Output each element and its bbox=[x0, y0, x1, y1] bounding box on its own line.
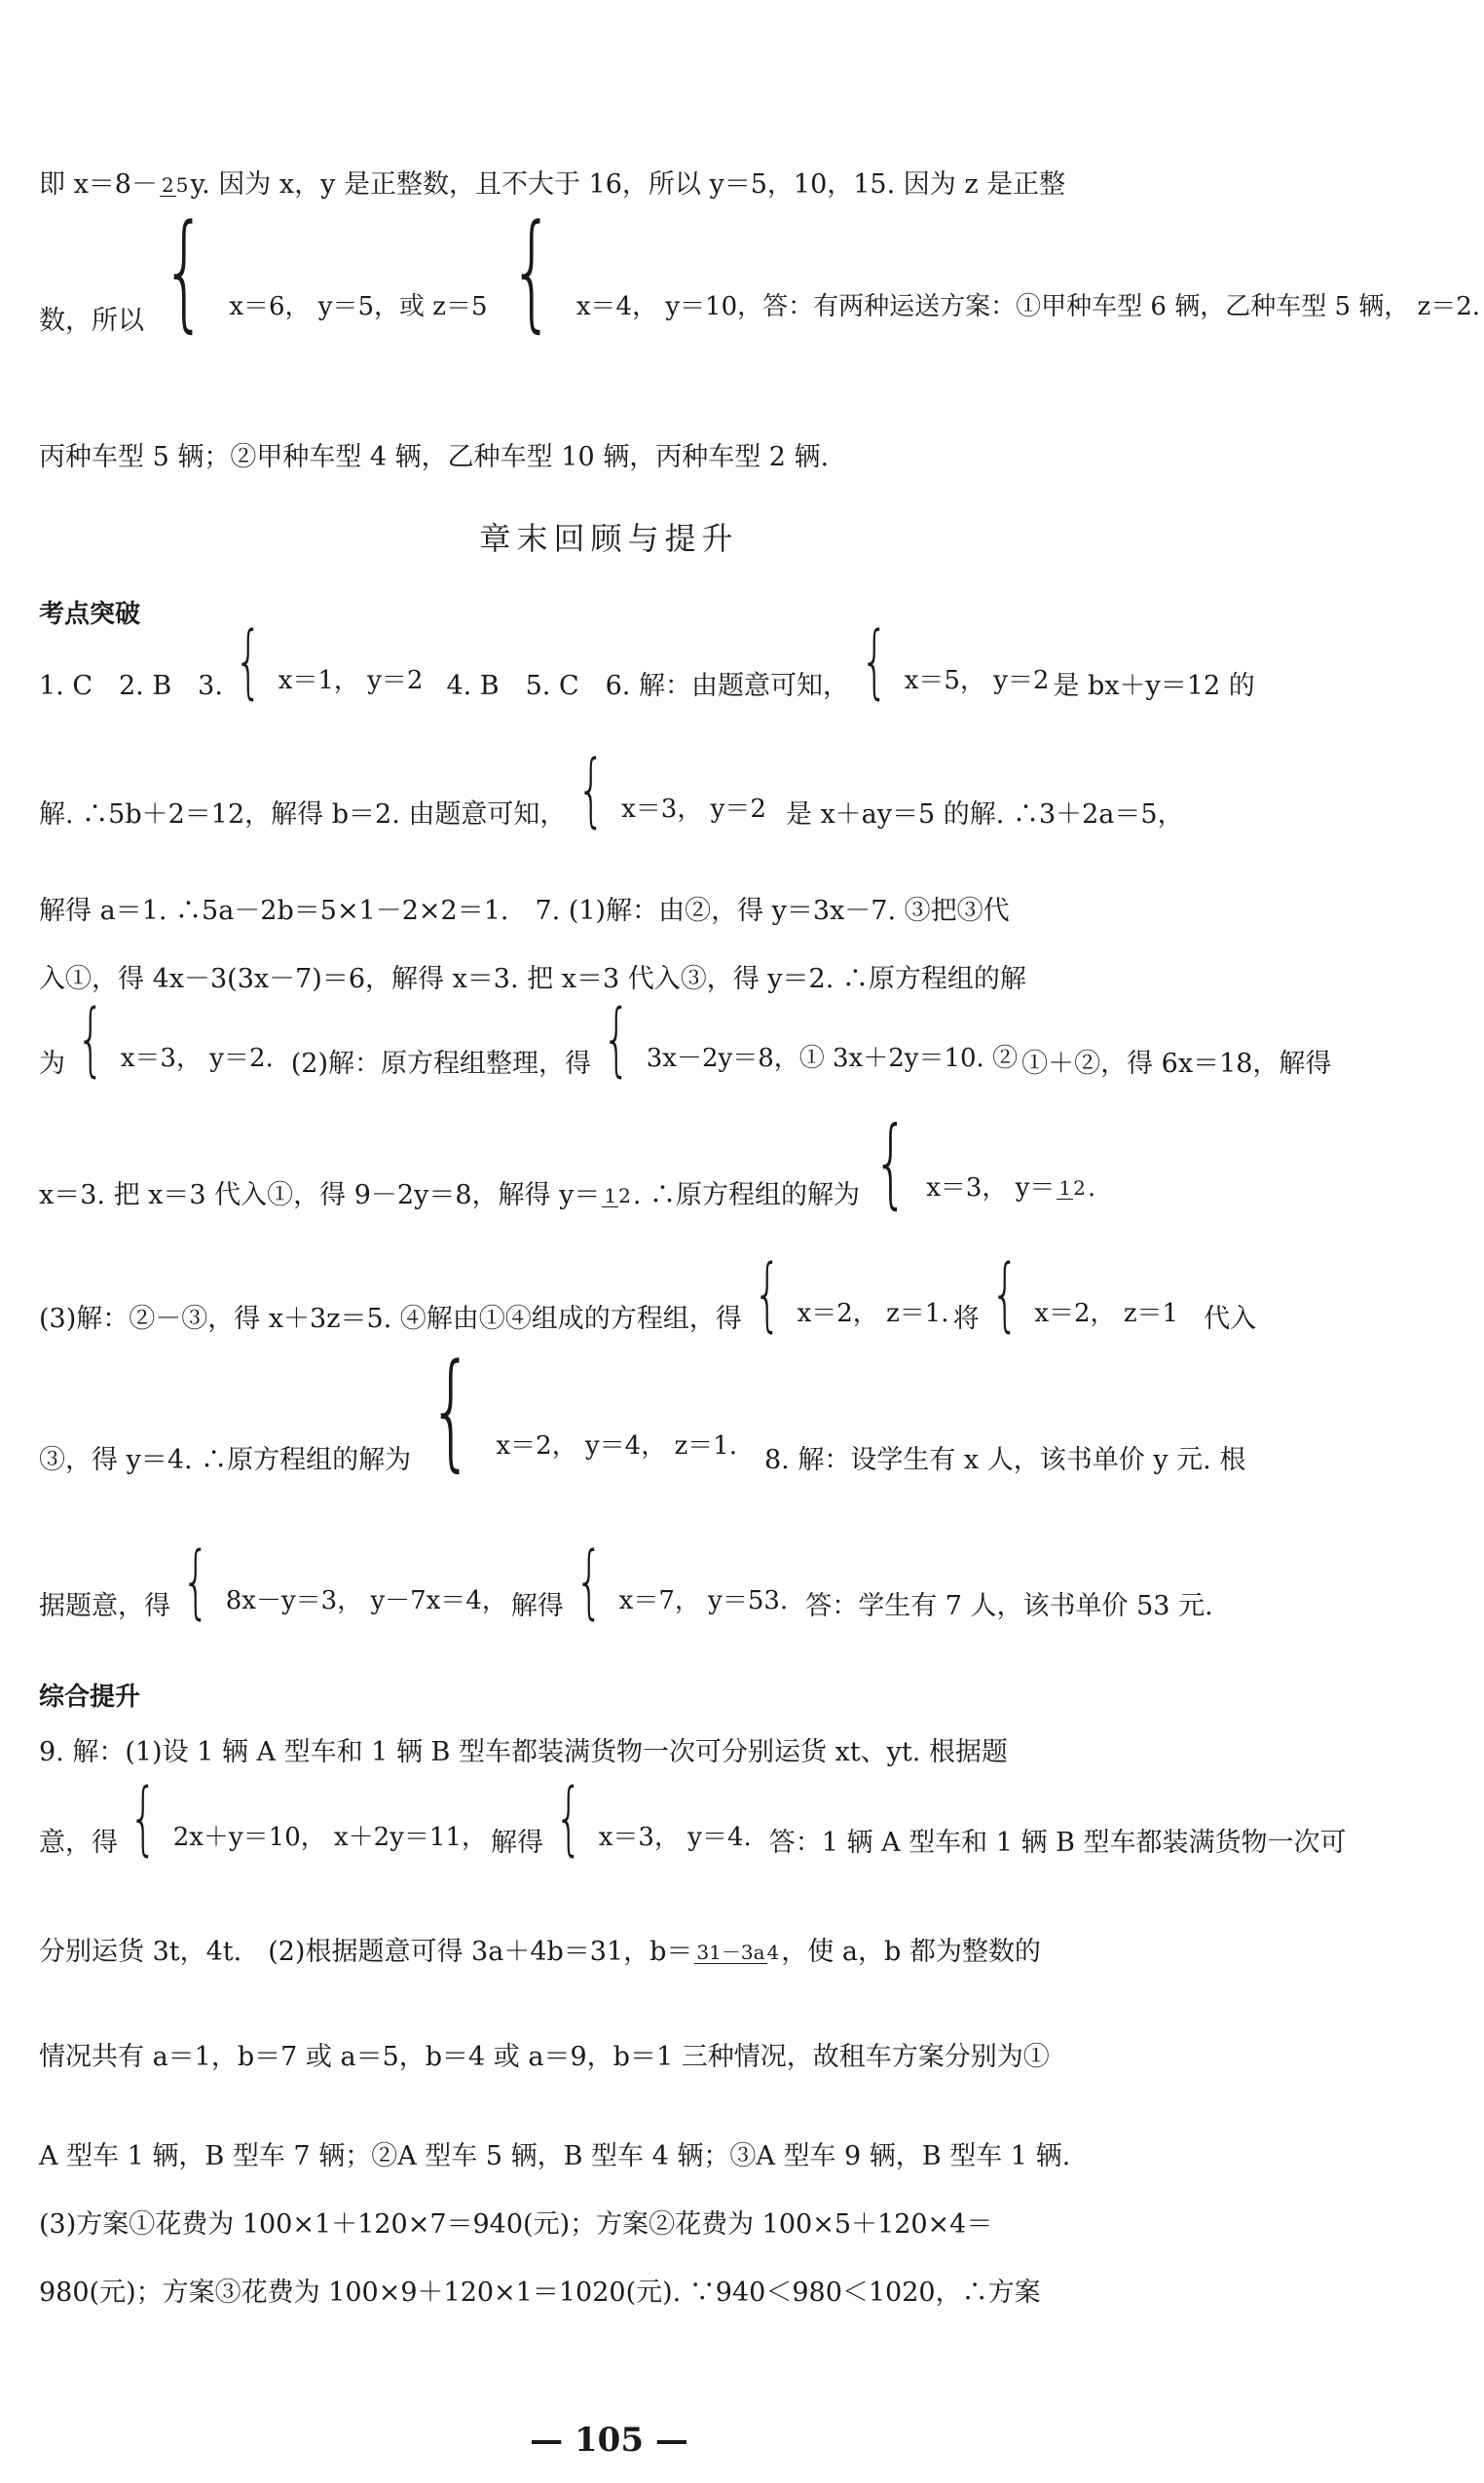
equation-system bbox=[547, 1771, 752, 1909]
equation-system bbox=[496, 196, 1481, 436]
equation: z＝1. bbox=[886, 1298, 949, 1328]
text-segment: x＝3. 把 x＝3 代入①，得 9－2y＝8，解得 y＝ bbox=[39, 1180, 601, 1210]
text-line: 980(元)；方案③花费为 100×9＋120×1＝1020(元). ∵940＜980＜1020，∴方案 bbox=[39, 2278, 1041, 2308]
brace-icon: { bbox=[575, 1535, 604, 1628]
text-line bbox=[39, 743, 1184, 859]
text-line: 入①，得 4x－3(3x－7)＝6，解得 x＝3. 把 x＝3 代入③，得 y＝2. ∴原方程组的解 bbox=[39, 964, 1026, 994]
text-segment: 4. B 5. C 6. 解：由题意可知， bbox=[446, 671, 849, 701]
text-segment: 将 bbox=[952, 1304, 980, 1334]
equation: y＝2 bbox=[993, 665, 1050, 695]
equation: 3x－2y＝8，① bbox=[646, 1043, 825, 1073]
equation: z＝1. bbox=[674, 1430, 737, 1461]
brace-icon: { bbox=[428, 1335, 474, 1484]
equation: y＝10，答：有两种运送方案：①甲种车型 6 辆，乙种车型 5 辆， bbox=[665, 291, 1410, 321]
equation-system bbox=[148, 196, 488, 436]
equation-system bbox=[853, 614, 1050, 752]
fraction bbox=[694, 1942, 779, 1964]
text-segment: 8. 解：设学生有 x 人，该书单价 y 元. 根 bbox=[764, 1445, 1246, 1475]
text-line bbox=[39, 992, 1332, 1108]
equation-part: . bbox=[1087, 1172, 1096, 1203]
equation: x＝3， bbox=[621, 794, 703, 824]
equation-part: y＝ bbox=[1015, 1172, 1056, 1203]
equation: x＝6， bbox=[229, 291, 311, 321]
equation: x＝5， bbox=[904, 665, 985, 695]
text-line bbox=[39, 1335, 1246, 1534]
equation: z＝2. bbox=[1417, 291, 1481, 321]
text-segment: 是 x＋ay＝5 的解. ∴3＋2a＝5， bbox=[785, 799, 1184, 830]
text-segment: 解得 bbox=[510, 1591, 564, 1621]
fraction-numerator: 31－3a bbox=[696, 1940, 765, 1964]
text-line: 情况共有 a＝1，b＝7 或 a＝5，b＝4 或 a＝9，b＝1 三种情况，故租车方案分别为① bbox=[39, 2042, 1050, 2072]
equation: y＝4， bbox=[584, 1430, 667, 1461]
text-segment: 即 x＝8－ bbox=[39, 169, 158, 200]
equation-system bbox=[69, 992, 274, 1130]
equation: y－7x＝4， bbox=[370, 1585, 507, 1615]
subsection-heading: 考点突破 bbox=[39, 600, 141, 629]
equation: x＝2， bbox=[496, 1430, 577, 1461]
equation: x＝3， bbox=[926, 1172, 1008, 1203]
fraction bbox=[1057, 1177, 1085, 1200]
equation-system bbox=[983, 1247, 1179, 1385]
text-segment: (2)解：原方程组整理，得 bbox=[290, 1049, 591, 1079]
equation-system bbox=[746, 1247, 949, 1385]
brace-icon: { bbox=[129, 1771, 158, 1865]
equation: y＝2. bbox=[209, 1043, 274, 1073]
text-segment: 为 bbox=[39, 1049, 65, 1079]
text-segment: 解得 bbox=[491, 1828, 543, 1858]
equation: y＝5，或 bbox=[317, 291, 426, 321]
text-line: (3)方案①花费为 100×1＋120×7＝940(元)；方案②花费为 100×5＋120×4＝ bbox=[39, 2209, 993, 2240]
fraction-numerator: 1 bbox=[604, 1183, 617, 1207]
text-line bbox=[39, 196, 1484, 394]
brace-icon: { bbox=[873, 1104, 909, 1219]
fraction-numerator: 2 bbox=[162, 173, 174, 197]
text-segment: (3)解：②－③，得 x＋3z＝5. ④解由①④组成的方程组，得 bbox=[39, 1304, 742, 1334]
text-line bbox=[39, 1771, 1347, 1887]
equation: z＝1 bbox=[1123, 1298, 1179, 1328]
subsection-heading: 综合提升 bbox=[39, 1683, 141, 1712]
text-line: 9. 解：(1)设 1 辆 A 型车和 1 辆 B 型车都装满货物一次可分别运货 xt、yt. 根据题 bbox=[39, 1737, 1008, 1767]
text-segment: 解. ∴5b＋2＝12，解得 b＝2. 由题意可知， bbox=[39, 799, 567, 830]
fraction-numerator: 1 bbox=[1058, 1176, 1072, 1200]
equation-system bbox=[568, 1535, 789, 1672]
text-segment: 意，得 bbox=[39, 1828, 118, 1858]
text-line: A 型车 1 辆，B 型车 7 辆；②A 型车 5 辆，B 型车 4 辆；③A 型车 9 辆，B 型车 1 辆. bbox=[39, 2141, 1071, 2171]
brace-icon: { bbox=[554, 1771, 583, 1865]
equation-system bbox=[864, 1104, 1096, 1279]
text-line: 丙种车型 5 辆；②甲种车型 4 辆，乙种车型 10 辆，丙种车型 2 辆. bbox=[39, 442, 830, 472]
text-segment: ①＋②，得 6x＝18，解得 bbox=[1021, 1049, 1332, 1079]
equation: y＝2 bbox=[367, 665, 424, 695]
section-title: 章末回顾与提升 bbox=[479, 520, 739, 557]
brace-icon: { bbox=[76, 992, 105, 1086]
equation-system bbox=[570, 743, 766, 880]
fraction-denominator: 2 bbox=[618, 1183, 631, 1207]
equation-system bbox=[227, 614, 424, 752]
brace-icon: { bbox=[577, 743, 606, 836]
brace-icon: { bbox=[602, 992, 631, 1086]
equation: x＝2， bbox=[1034, 1298, 1116, 1328]
equation: x＝7， bbox=[618, 1585, 700, 1615]
fraction bbox=[602, 1185, 630, 1207]
equation: x＋2y＝11， bbox=[334, 1822, 487, 1852]
equation-system bbox=[122, 1771, 487, 1909]
equation: y＝4. bbox=[687, 1822, 752, 1852]
brace-icon: { bbox=[509, 196, 554, 345]
text-segment: 是 bx＋y＝12 的 bbox=[1053, 671, 1255, 701]
equation: x＝3， bbox=[598, 1822, 680, 1852]
equation bbox=[1016, 1171, 1095, 1204]
fraction-denominator: 5 bbox=[175, 173, 189, 197]
text-line bbox=[39, 1104, 1099, 1254]
equation-system bbox=[595, 992, 1019, 1130]
text-segment: ③，得 y＝4. ∴原方程组的解为 bbox=[39, 1445, 412, 1475]
equation-system bbox=[174, 1535, 507, 1672]
brace-icon: { bbox=[753, 1247, 782, 1341]
text-segment: y. 因为 x，y 是正整数，且不大于 16，所以 y＝5，10，15. 因为 z 是正整 bbox=[190, 169, 1066, 200]
equation: 2x＋y＝10， bbox=[172, 1822, 326, 1852]
text-segment: 答：学生有 7 人，该书单价 53 元. bbox=[805, 1591, 1213, 1621]
text-line: 解得 a＝1. ∴5a－2b＝5×1－2×2＝1. 7. (1)解：由②，得 y＝3x－7. ③把③代 bbox=[39, 896, 1010, 926]
equation: 8x－y＝3， bbox=[225, 1585, 363, 1615]
brace-icon: { bbox=[181, 1535, 210, 1628]
text-line bbox=[39, 1923, 1041, 1982]
equation: 3x＋2y＝10. ② bbox=[833, 1043, 1019, 1073]
brace-icon: { bbox=[162, 196, 207, 345]
equation: x＝3， bbox=[120, 1043, 202, 1073]
equation: x＝2， bbox=[797, 1298, 878, 1328]
equation: x＝4， bbox=[575, 291, 658, 321]
brace-icon: { bbox=[234, 614, 263, 708]
equation: y＝53. bbox=[708, 1585, 789, 1615]
brace-icon: { bbox=[860, 614, 889, 708]
equation: y＝2 bbox=[710, 794, 766, 824]
text-segment: 分别运货 3t，4t. (2)根据题意可得 3a＋4b＝31，b＝ bbox=[39, 1937, 693, 1967]
fraction bbox=[160, 174, 188, 197]
text-line bbox=[39, 1535, 1213, 1650]
equation: z＝5 bbox=[432, 291, 488, 321]
text-segment: 1. C 2. B 3. bbox=[39, 671, 223, 701]
brace-icon: { bbox=[990, 1247, 1020, 1341]
text-segment: . ∴原方程组的解为 bbox=[632, 1180, 860, 1210]
equation: x＝1， bbox=[278, 665, 359, 695]
text-segment: 答：1 辆 A 型车和 1 辆 B 型车都装满货物一次可 bbox=[768, 1828, 1347, 1858]
fraction-denominator: 2 bbox=[1073, 1176, 1086, 1200]
text-segment: 数，所以 bbox=[39, 306, 144, 336]
text-segment: ，使 a，b 都为整数的 bbox=[781, 1937, 1041, 1967]
fraction-denominator: 4 bbox=[766, 1940, 780, 1964]
page-number: — 105 — bbox=[530, 2421, 688, 2460]
text-segment: 代入 bbox=[1204, 1304, 1257, 1334]
text-segment: 据题意，得 bbox=[39, 1591, 170, 1621]
